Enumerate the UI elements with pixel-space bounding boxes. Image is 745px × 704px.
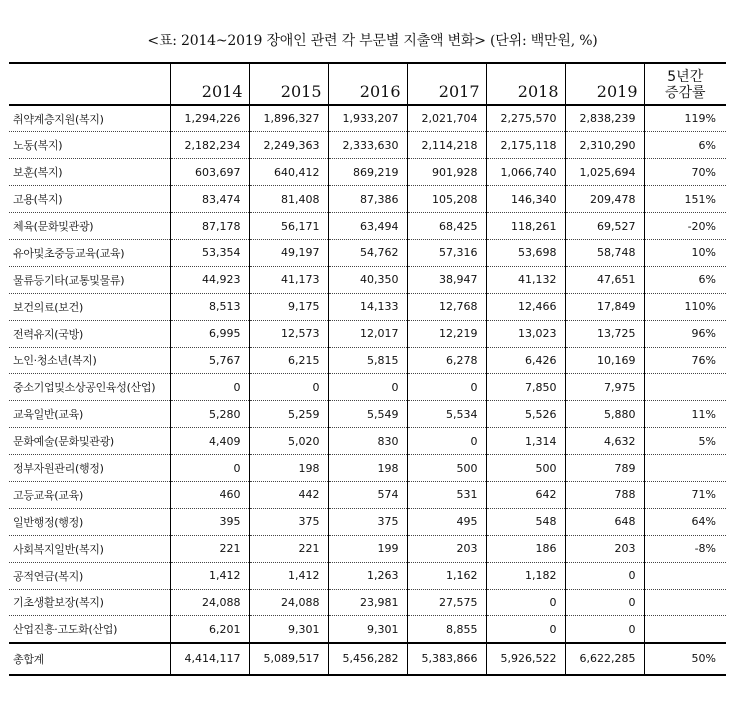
value-cell: 8,855 <box>407 616 486 643</box>
change-cell <box>644 589 726 616</box>
value-cell: 2,114,218 <box>407 132 486 159</box>
row-label: 물류등기타(교통및물류) <box>9 266 170 293</box>
table-row <box>9 159 726 186</box>
value-cell: 13,725 <box>565 320 644 347</box>
change-cell: 71% <box>644 481 726 508</box>
table-row <box>9 347 726 374</box>
change-cell <box>644 562 726 589</box>
value-cell: 603,697 <box>170 159 249 186</box>
table-row <box>9 589 726 616</box>
row-label: 고용(복지) <box>9 186 170 213</box>
value-cell: 49,197 <box>249 239 328 266</box>
value-cell: 12,768 <box>407 293 486 320</box>
value-cell: 869,219 <box>328 159 407 186</box>
value-cell: 87,386 <box>328 186 407 213</box>
value-cell: 0 <box>565 589 644 616</box>
header-change-line1: 5년간 <box>667 69 704 85</box>
row-label: 체육(문화및관광) <box>9 213 170 240</box>
value-cell: 41,132 <box>486 266 565 293</box>
value-cell: 47,651 <box>565 266 644 293</box>
value-cell: 2,275,570 <box>486 105 565 132</box>
value-cell: 6,995 <box>170 320 249 347</box>
value-cell: 375 <box>328 508 407 535</box>
value-cell: 640,412 <box>249 159 328 186</box>
value-cell: 5,456,282 <box>328 643 407 675</box>
value-cell: 6,215 <box>249 347 328 374</box>
value-cell: 2,249,363 <box>249 132 328 159</box>
value-cell: 4,409 <box>170 428 249 455</box>
change-cell: 6% <box>644 132 726 159</box>
value-cell: 198 <box>249 455 328 482</box>
table-row <box>9 374 726 401</box>
value-cell: 12,219 <box>407 320 486 347</box>
value-cell: 5,259 <box>249 401 328 428</box>
value-cell: 500 <box>407 455 486 482</box>
value-cell: 56,171 <box>249 213 328 240</box>
table-row <box>9 481 726 508</box>
value-cell: 53,698 <box>486 239 565 266</box>
value-cell: 830 <box>328 428 407 455</box>
row-label: 유아및초중등교육(교육) <box>9 239 170 266</box>
value-cell: 2,021,704 <box>407 105 486 132</box>
expenditure-table <box>9 62 726 676</box>
value-cell: 17,849 <box>565 293 644 320</box>
row-label: 사회복지일반(복지) <box>9 535 170 562</box>
value-cell: 63,494 <box>328 213 407 240</box>
total-row <box>9 643 726 675</box>
row-label: 중소기업및소상공인육성(산업) <box>9 374 170 401</box>
value-cell: 198 <box>328 455 407 482</box>
value-cell: 5,383,866 <box>407 643 486 675</box>
value-cell: 1,933,207 <box>328 105 407 132</box>
value-cell: 9,301 <box>249 616 328 643</box>
value-cell: 1,412 <box>170 562 249 589</box>
value-cell: 203 <box>407 535 486 562</box>
row-label: 취약계층지원(복지) <box>9 105 170 132</box>
value-cell: 5,926,522 <box>486 643 565 675</box>
value-cell: 2,175,118 <box>486 132 565 159</box>
change-cell: 70% <box>644 159 726 186</box>
row-label: 보건의료(보건) <box>9 293 170 320</box>
table-row <box>9 455 726 482</box>
table-row <box>9 105 726 132</box>
value-cell: 7,850 <box>486 374 565 401</box>
value-cell: 5,280 <box>170 401 249 428</box>
value-cell: 1,066,740 <box>486 159 565 186</box>
value-cell: 1,314 <box>486 428 565 455</box>
value-cell: 9,175 <box>249 293 328 320</box>
value-cell: 5,020 <box>249 428 328 455</box>
change-cell: 11% <box>644 401 726 428</box>
table-row <box>9 239 726 266</box>
change-cell: 119% <box>644 105 726 132</box>
table-row <box>9 186 726 213</box>
value-cell: 118,261 <box>486 213 565 240</box>
value-cell: 6,622,285 <box>565 643 644 675</box>
value-cell: 4,632 <box>565 428 644 455</box>
value-cell: 105,208 <box>407 186 486 213</box>
value-cell: 0 <box>486 589 565 616</box>
value-cell: 495 <box>407 508 486 535</box>
row-label: 전력유지(국방) <box>9 320 170 347</box>
value-cell: 38,947 <box>407 266 486 293</box>
value-cell: 81,408 <box>249 186 328 213</box>
value-cell: 0 <box>170 374 249 401</box>
table-title: <표: 2014~2019 장애인 관련 각 부문별 지출액 변화> (단위: 백만원, %) <box>147 33 598 49</box>
value-cell: 8,513 <box>170 293 249 320</box>
value-cell: 0 <box>565 562 644 589</box>
table-row <box>9 428 726 455</box>
value-cell: 12,573 <box>249 320 328 347</box>
value-cell: 1,263 <box>328 562 407 589</box>
change-cell <box>644 374 726 401</box>
value-cell: 2,310,290 <box>565 132 644 159</box>
value-cell: 221 <box>170 535 249 562</box>
change-cell: 5% <box>644 428 726 455</box>
value-cell: 0 <box>170 455 249 482</box>
value-cell: 1,162 <box>407 562 486 589</box>
value-cell: 10,169 <box>565 347 644 374</box>
value-cell: 442 <box>249 481 328 508</box>
header-year: 2017 <box>407 63 486 105</box>
header-year: 2019 <box>565 63 644 105</box>
change-cell: 96% <box>644 320 726 347</box>
value-cell: 5,089,517 <box>249 643 328 675</box>
change-cell: -8% <box>644 535 726 562</box>
row-label: 노인·청소년(복지) <box>9 347 170 374</box>
header-category <box>9 63 170 105</box>
table-row <box>9 535 726 562</box>
value-cell: 7,975 <box>565 374 644 401</box>
row-label: 문화예술(문화및관광) <box>9 428 170 455</box>
value-cell: 0 <box>407 374 486 401</box>
value-cell: 2,838,239 <box>565 105 644 132</box>
value-cell: 199 <box>328 535 407 562</box>
value-cell: 5,767 <box>170 347 249 374</box>
value-cell: 395 <box>170 508 249 535</box>
value-cell: 146,340 <box>486 186 565 213</box>
table-header-row <box>9 63 726 105</box>
value-cell: 500 <box>486 455 565 482</box>
value-cell: 1,182 <box>486 562 565 589</box>
value-cell: 642 <box>486 481 565 508</box>
header-change <box>644 63 726 105</box>
value-cell: 68,425 <box>407 213 486 240</box>
table-row <box>9 213 726 240</box>
row-label: 고등교육(교육) <box>9 481 170 508</box>
value-cell: 54,762 <box>328 239 407 266</box>
value-cell: 5,549 <box>328 401 407 428</box>
value-cell: 58,748 <box>565 239 644 266</box>
row-label: 일반행정(행정) <box>9 508 170 535</box>
value-cell: 375 <box>249 508 328 535</box>
value-cell: 24,088 <box>249 589 328 616</box>
value-cell: 2,333,630 <box>328 132 407 159</box>
value-cell: 9,301 <box>328 616 407 643</box>
table-row <box>9 132 726 159</box>
value-cell: 4,414,117 <box>170 643 249 675</box>
change-cell <box>644 455 726 482</box>
value-cell: 5,880 <box>565 401 644 428</box>
value-cell: 0 <box>249 374 328 401</box>
value-cell: 901,928 <box>407 159 486 186</box>
value-cell: 0 <box>407 428 486 455</box>
value-cell: 574 <box>328 481 407 508</box>
value-cell: 1,412 <box>249 562 328 589</box>
change-cell: -20% <box>644 213 726 240</box>
table-row <box>9 401 726 428</box>
change-cell <box>644 616 726 643</box>
value-cell: 53,354 <box>170 239 249 266</box>
row-label: 보훈(복지) <box>9 159 170 186</box>
row-label: 노동(복지) <box>9 132 170 159</box>
value-cell: 5,526 <box>486 401 565 428</box>
row-label: 총합계 <box>9 643 170 675</box>
table-row <box>9 293 726 320</box>
value-cell: 6,426 <box>486 347 565 374</box>
header-year: 2018 <box>486 63 565 105</box>
value-cell: 0 <box>486 616 565 643</box>
value-cell: 209,478 <box>565 186 644 213</box>
value-cell: 12,017 <box>328 320 407 347</box>
value-cell: 83,474 <box>170 186 249 213</box>
value-cell: 6,278 <box>407 347 486 374</box>
value-cell: 87,178 <box>170 213 249 240</box>
value-cell: 2,182,234 <box>170 132 249 159</box>
value-cell: 23,981 <box>328 589 407 616</box>
value-cell: 221 <box>249 535 328 562</box>
row-label: 산업진흥·고도화(산업) <box>13 623 118 637</box>
table-row <box>9 508 726 535</box>
value-cell: 5,815 <box>328 347 407 374</box>
value-cell: 1,025,694 <box>565 159 644 186</box>
value-cell: 186 <box>486 535 565 562</box>
change-cell: 50% <box>644 643 726 675</box>
table-row <box>9 320 726 347</box>
table-body <box>9 105 726 675</box>
value-cell: 531 <box>407 481 486 508</box>
value-cell: 548 <box>486 508 565 535</box>
table-row <box>9 562 726 589</box>
value-cell: 27,575 <box>407 589 486 616</box>
table-row <box>9 266 726 293</box>
row-label: 기초생활보장(복지) <box>9 589 170 616</box>
value-cell: 0 <box>565 616 644 643</box>
value-cell: 44,923 <box>170 266 249 293</box>
value-cell: 24,088 <box>170 589 249 616</box>
table-row <box>9 616 726 643</box>
value-cell: 6,201 <box>170 616 249 643</box>
value-cell: 40,350 <box>328 266 407 293</box>
value-cell: 788 <box>565 481 644 508</box>
value-cell: 69,527 <box>565 213 644 240</box>
value-cell: 14,133 <box>328 293 407 320</box>
header-year: 2015 <box>249 63 328 105</box>
change-cell: 110% <box>644 293 726 320</box>
row-label: 공적연금(복지) <box>9 562 170 589</box>
change-cell: 6% <box>644 266 726 293</box>
value-cell: 648 <box>565 508 644 535</box>
change-cell: 76% <box>644 347 726 374</box>
value-cell: 57,316 <box>407 239 486 266</box>
value-cell: 789 <box>565 455 644 482</box>
row-label: 교육일반(교육) <box>9 401 170 428</box>
value-cell: 1,294,226 <box>170 105 249 132</box>
value-cell: 460 <box>170 481 249 508</box>
row-label: 정부자원관리(행정) <box>9 455 170 482</box>
header-year: 2014 <box>170 63 249 105</box>
value-cell: 41,173 <box>249 266 328 293</box>
value-cell: 12,466 <box>486 293 565 320</box>
header-change-line2: 증감률 <box>664 85 706 101</box>
value-cell: 13,023 <box>486 320 565 347</box>
value-cell: 1,896,327 <box>249 105 328 132</box>
value-cell: 0 <box>328 374 407 401</box>
change-cell: 10% <box>644 239 726 266</box>
value-cell: 203 <box>565 535 644 562</box>
change-cell: 151% <box>644 186 726 213</box>
change-cell: 64% <box>644 508 726 535</box>
header-year: 2016 <box>328 63 407 105</box>
value-cell: 5,534 <box>407 401 486 428</box>
